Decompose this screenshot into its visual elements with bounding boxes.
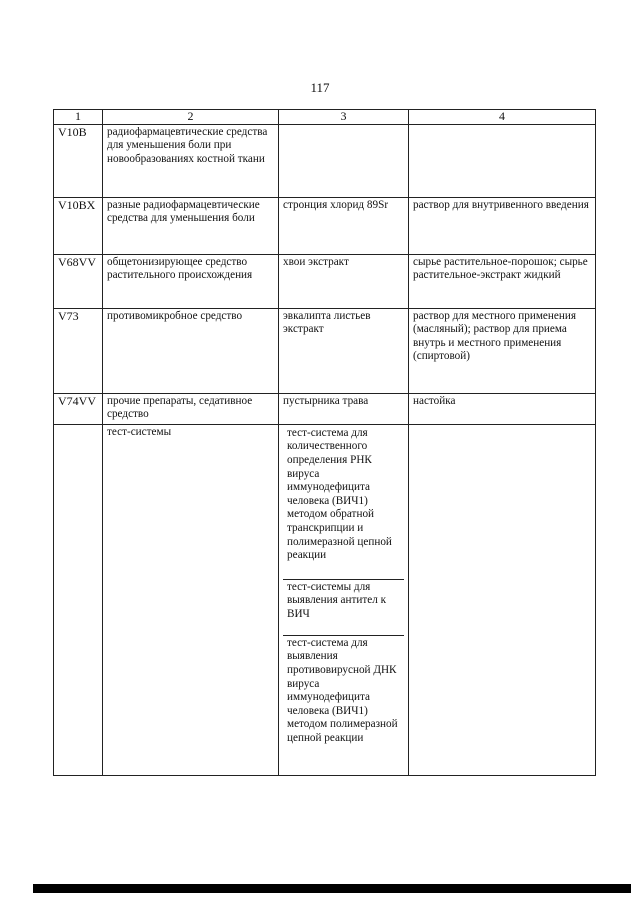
atc-code-cell: V10BX [54,197,103,254]
form-cell: раствор для местного применения (масляный); раствор для приема внутрь и местного применения (спиртовой) [409,308,596,393]
substance-cell: стронция хлорид 89Sr [279,197,409,254]
substance-cell [279,124,409,197]
table-row [54,254,596,308]
form-cell [409,124,596,197]
page-bottom-rule [33,884,631,893]
column-header: 4 [409,110,596,125]
table-row [54,308,596,393]
column-header: 1 [54,110,103,125]
form-cell: сырье растительное-порошок; сырье растительное-экстракт жидкий [409,254,596,308]
group-cell: прочие препараты, седативное средство [103,393,279,424]
form-cell: настойка [409,393,596,424]
test-system-item: тест-системы для выявления антител к ВИЧ [283,580,404,636]
form-cell [409,424,596,775]
column-header: 3 [279,110,409,125]
test-system-item: тест-система для выявления противовирусной ДНК вируса иммунодефицита человека (ВИЧ1) методом полимеразной цепной реакции [287,636,398,744]
group-cell: тест-системы [103,424,279,775]
group-cell: общетонизирующее средство растительного происхождения [103,254,279,308]
group-cell: радиофармацевтические средства для уменьшения боли при новообразованиях костной ткани [103,124,279,197]
form-cell: раствор для внутривенного введения [409,197,596,254]
substance-cell: эвкалипта листьев экстракт [279,308,409,393]
atc-code-cell: V74VV [54,393,103,424]
atc-code-cell: V68VV [54,254,103,308]
column-header: 2 [103,110,279,125]
substance-cell [279,424,409,775]
table-row [54,124,596,197]
table-row [54,197,596,254]
atc-code-cell: V10B [54,124,103,197]
atc-code-cell: V73 [54,308,103,393]
table-row [54,393,596,424]
table-header-row [54,110,596,125]
substance-cell: хвои экстракт [279,254,409,308]
group-cell: противомикробное средство [103,308,279,393]
test-system-item: тест-система для количественного определения РНК вируса иммунодефицита человека (ВИЧ1) методом обратной транскрипции и полимеразной цепной реакции [283,426,404,580]
group-cell: разные радиофармацевтические средства для уменьшения боли [103,197,279,254]
page-number: 117 [310,80,330,95]
substance-cell: пустырника трава [279,393,409,424]
table-row [54,424,596,775]
medication-table [53,109,596,776]
atc-code-cell [54,424,103,775]
